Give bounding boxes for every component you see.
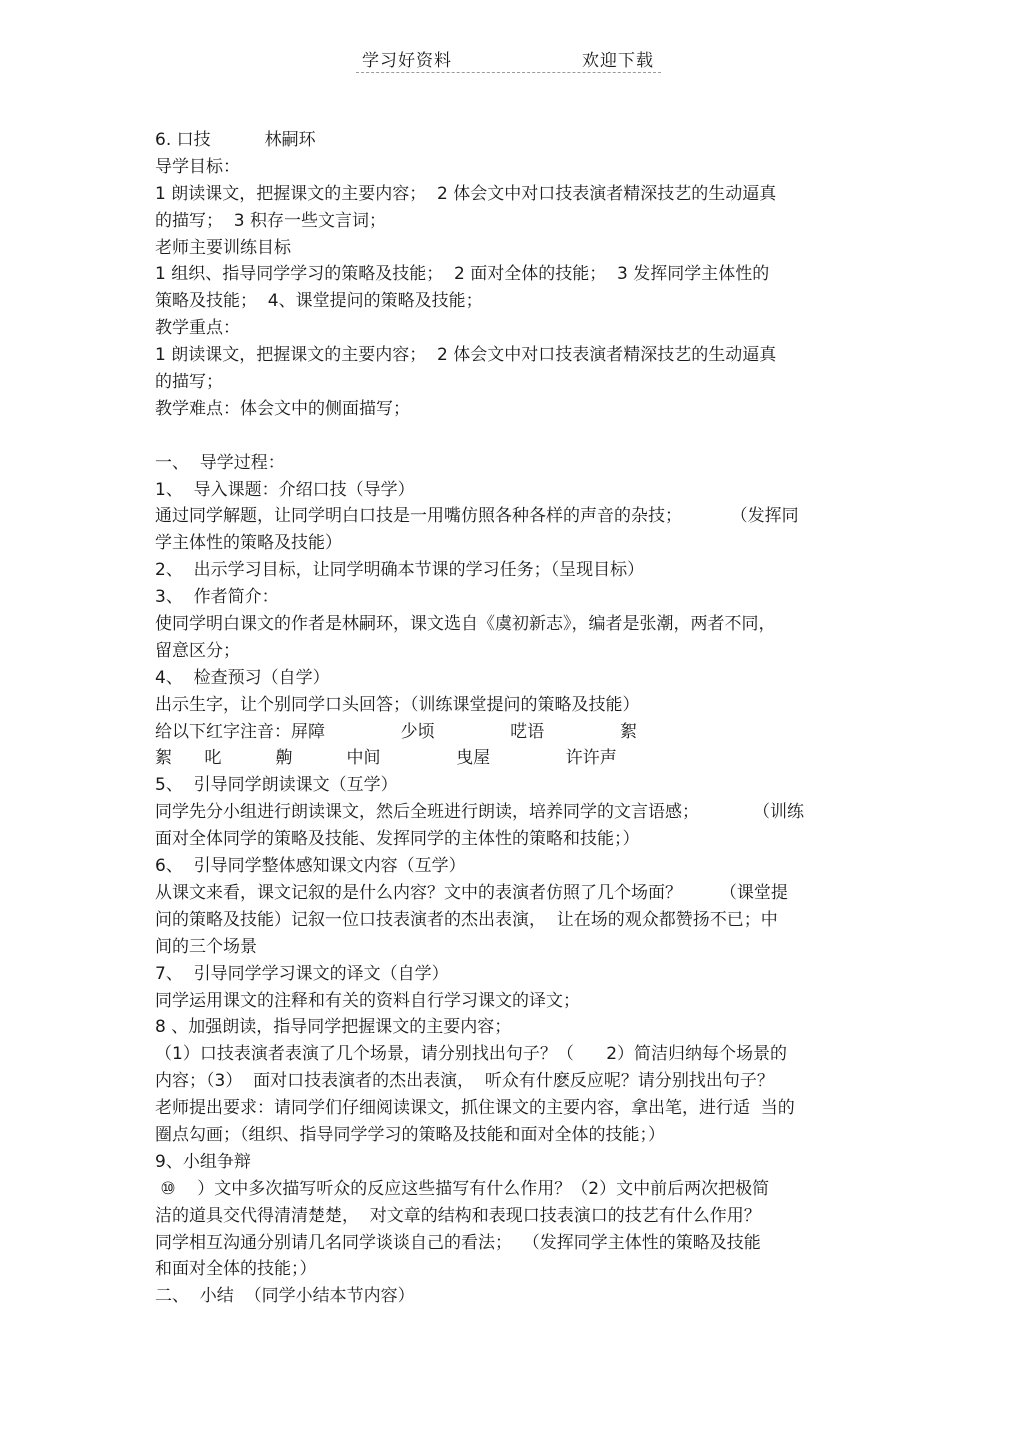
text-line: 9、小组争辩 [155, 1151, 251, 1172]
text-line: 同学相互沟通分别请几名同学谈谈自己的看法； （发挥同学主体性的策略及技能 [155, 1232, 761, 1253]
text-line: 8 、加强朗读，指导同学把握课文的主要内容； [155, 1017, 512, 1038]
text-line: 通过同学解题，让同学明白口技是一用嘴仿照各种各样的声音的杂技； （发挥同 [155, 506, 799, 527]
text-line: 洁的道具交代得清清楚楚， 对文章的结构和表现口技表演口的技艺有什么作用？ [155, 1205, 761, 1226]
text-line: 给以下红字注音：屏障 少顷 呓语 絮 [155, 721, 637, 742]
text-line: 老师主要训练目标 [155, 237, 291, 258]
text-line: 1 组织、指导同学学习的策略及技能； 2 面对全体的技能； 3 发挥同学主体性的 [155, 264, 770, 285]
text-line: 2、 出示学习目标，让同学明确本节课的学习任务；（呈现目标） [155, 560, 645, 581]
text-line: 1 朗读课文，把握课文的主要内容； 2 体会文中对口技表演者精深技艺的生动逼真 [155, 345, 777, 366]
text-line: 5、 引导同学朗读课文（互学） [155, 775, 398, 796]
text-line: 4、 检查预习（自学） [155, 667, 330, 688]
text-line: 圈点勾画；（组织、指导同学学习的策略及技能和面对全体的技能；） [155, 1124, 665, 1145]
text-line: 1 朗读课文，把握课文的主要内容； 2 体会文中对口技表演者精深技艺的生动逼真 [155, 183, 777, 204]
text-line: 出示生字，让个别同学口头回答；（训练课堂提问的策略及技能） [155, 694, 640, 715]
blank-line [155, 423, 875, 450]
document-body [155, 127, 875, 1310]
text-line: 6、 引导同学整体感知课文内容（互学） [155, 856, 466, 877]
text-line: 使同学明白课文的作者是林嗣环，课文选自《虞初新志》，编者是张潮，两者不同， [155, 614, 776, 635]
text-line: 的描写； [155, 372, 223, 393]
text-line: 3、 作者简介： [155, 587, 279, 608]
text-line: 面对全体同学的策略及技能、发挥同学的主体性的策略和技能；） [155, 829, 640, 850]
text-line: 从课文来看，课文记叙的是什么内容？文中的表演者仿照了几个场面？ （课堂提 [155, 882, 788, 903]
text-line: 二、 小结 （同学小结本节内容） [155, 1286, 415, 1307]
text-line: 留意区分； [155, 640, 240, 661]
text-line: 导学目标： [155, 156, 240, 177]
page-header [0, 46, 1024, 76]
text-line: 1、 导入课题：介绍口技（导学） [155, 479, 415, 500]
text-line: 内容；（3） 面对口技表演者的杰出表演， 听众有什麽反应呢？请分别找出句子？ [155, 1071, 774, 1092]
text-line: 教学难点：体会文中的侧面描写； [155, 398, 410, 419]
text-line: 策略及技能； 4、课堂提问的策略及技能； [155, 291, 483, 312]
text-line: 6. 口技 林嗣环 [155, 130, 316, 150]
text-line: ⑩ ）文中多次描写听众的反应这些描写有什么作用？（2）文中前后两次把极简 [155, 1178, 770, 1199]
text-line: 教学重点： [155, 318, 240, 339]
text-line: 一、 导学过程： [155, 452, 285, 473]
text-line: 老师提出要求：请同学们仔细阅读课文，抓住课文的主要内容，拿出笔，进行适 当的 [155, 1098, 795, 1119]
header-right-text: 欢迎下载 [582, 51, 654, 71]
text-line: 同学先分小组进行朗读课文，然后全班进行朗读，培养同学的文言语感； （训练 [155, 802, 805, 823]
text-line: 的描写； 3 积存一些文言词； [155, 210, 387, 231]
text-line: 间的三个场景 [155, 936, 257, 957]
text-line: 问的策略及技能）记叙一位口技表演者的杰出表演， 让在场的观众都赞扬不已；中 [155, 909, 778, 930]
text-line: 和面对全体的技能；） [155, 1259, 317, 1280]
text-line: 7、 引导同学学习课文的译文（自学） [155, 963, 449, 984]
text-line: （1）口技表演者表演了几个场景，请分别找出句子？（ 2）简洁归纳每个场景的 [155, 1044, 788, 1065]
text-line: 絮 叱 齁 中间 曳屋 许许声 [155, 748, 617, 769]
header-divider [356, 72, 661, 73]
text-line: 同学运用课文的注释和有关的资料自行学习课文的译文； [155, 990, 580, 1011]
text-line: 学主体性的策略及技能） [155, 533, 342, 554]
header-left-text: 学习好资料 [362, 51, 452, 71]
